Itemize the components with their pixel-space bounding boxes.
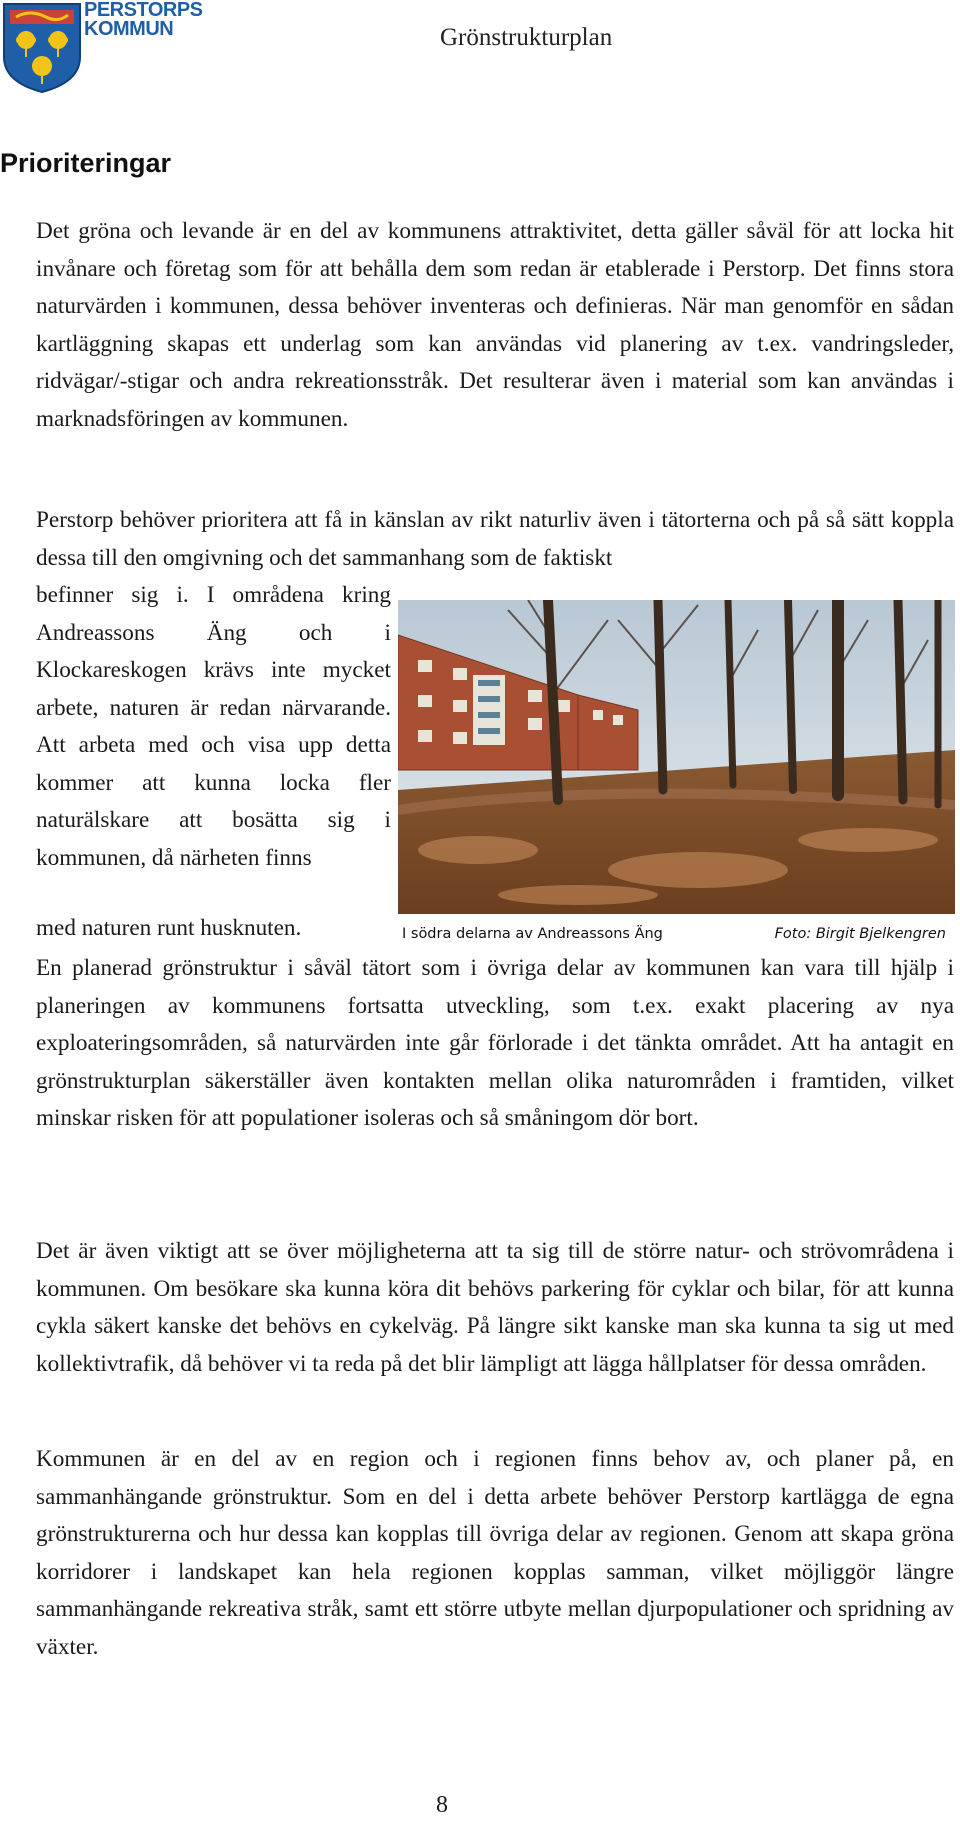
logo-line-1: PERSTORPS <box>84 0 203 21</box>
logo-line-2: KOMMUN <box>84 18 174 40</box>
document-title: Grönstrukturplan <box>440 24 613 51</box>
municipality-logo <box>2 0 203 96</box>
section-heading: Prioriteringar <box>0 148 172 178</box>
paragraph-2-full-width: Perstorp behöver prioritera att få in känslan av rikt naturliv även i tätorterna och på så sätt koppla dessa till den omgivning och det sammanhang som de faktiskt <box>36 507 954 571</box>
paragraph-5: Kommunen är en del av en region och i regionen finns behov av, och planer på, en sammanhängande grönstruktur. Som en del i detta arbete behöver Perstorp kartlägga de egna grönstrukturerna och hur dessa kan kopplas till övriga delar av regionen. Genom att skapa gröna korridorer i landskapet kan hela regionen kopplas samman, vilket möjliggör längre sammanhängande rekreativa stråk, samt ett större utbyte mellan djurpopulationer och spridning av växter. <box>36 1446 954 1660</box>
paragraph-1: Det gröna och levande är en del av kommunens attraktivitet, detta gäller såväl för att locka hit invånare och företag som för att behålla dem som redan är etablerade i Perstorp. Det finns stora naturvärden i kommunen, dessa behöver inventeras och definieras. När man genomför en sådan kartläggning skapas ett underlag som kan användas vid planering av t.ex. vandringsleder, ridvägar/-stigar och andra rekreationsstråk. Det resulterar även i material som kan användas i marknadsföringen av kommunen. <box>36 218 954 432</box>
paragraph-3: En planerad grönstruktur i såväl tätort som i övriga delar av kommunen kan vara till hjälp i planeringen av kommunens fortsatta utveckling, som t.ex. exakt placering av nya exploateringsområden, så naturvärden inte går förlorade i det tänkta området. Att ha antagit en grönstrukturplan säkerställer även kontakten mellan olika naturområden i framtiden, vilket minskar risken för att populationer isoleras och så småningom dör bort. <box>36 955 954 1131</box>
photo-credit: Foto: Birgit Bjelkengren <box>774 926 946 942</box>
page-number: 8 <box>436 1792 448 1818</box>
park-photo <box>398 600 955 914</box>
paragraph-4: Det är även viktigt att se över möjligheterna att ta sig till de större natur- och strövområdena i kommunen. Om besökare ska kunna köra dit behövs parkering för cyklar och bilar, för att kunna cykla säkert kanske det behövs en cykelväg. På längre sikt kanske man ska kunna ta sig ut med kollektivtrafik, då behöver vi ta reda på det blir lämpligt att lägga hållplatser för dessa områden. <box>36 1238 954 1377</box>
coat-of-arms-icon <box>2 2 82 94</box>
paragraph-2-tail: med naturen runt husknuten. <box>36 915 302 941</box>
caption-text: I södra delarna av Andreassons Äng <box>402 926 663 942</box>
paragraph-2-wrapped: befinner sig i. I områdena kring Andreassons Äng och i Klockareskogen krävs inte mycket arbete, naturen är redan närvarande. Att arbeta med och visa upp detta kommer att kunna locka fler naturälskare att bosätta sig i kommunen, då närheten finns <box>36 582 391 871</box>
logo-text <box>84 0 203 40</box>
